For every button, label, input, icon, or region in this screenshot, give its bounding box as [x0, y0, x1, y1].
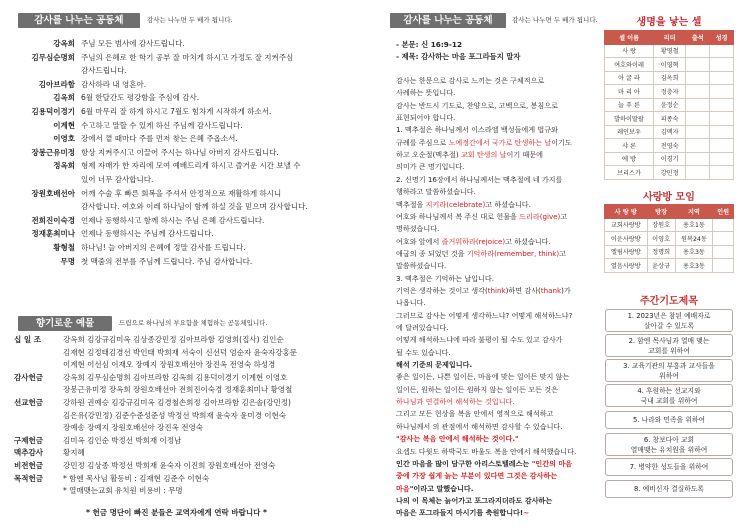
offering-label: 십 일 조 — [14, 335, 41, 344]
table-cell: 용호3동 — [675, 259, 713, 273]
table-cell: 발하이딸팔 — [605, 112, 654, 126]
offering-names: 장예송 장예지 장원호배선아 장진옥 전영숙 — [63, 423, 203, 433]
sermon-text: 하고 오순절(맥추절) — [396, 150, 461, 160]
cell-row — [605, 58, 734, 72]
sermon-line — [396, 396, 515, 408]
gratitude-name: 정재훈최미나 — [31, 229, 75, 239]
sermon-text: 나옵니다. — [396, 298, 426, 308]
sermon-line — [396, 236, 551, 248]
room-row — [605, 232, 734, 246]
sermon-text: 사례하는 뜻입니다. — [396, 88, 456, 98]
sermon-line — [396, 322, 448, 334]
table-cell — [713, 259, 734, 273]
gratitude-text: 감사합니다. 여호와 이레 하나님이 함께 하실 것을 믿으며 감사합니다. — [81, 202, 308, 212]
sermon-line — [396, 149, 543, 161]
sermon-text: 인간 마음을 많이 담구한 아리스토텔레스는 — [396, 458, 532, 468]
room-row — [605, 245, 734, 259]
sermon-text: 고 하셨습니다. — [485, 199, 531, 209]
cell-row — [605, 71, 734, 85]
gratitude-row — [0, 187, 370, 200]
gratitude-name: 전희진이숙경 — [31, 215, 75, 225]
sermon-subtitle: 감사는 나누면 두 배가 됩니다. — [512, 16, 598, 24]
table-cell: 마 리 아 — [605, 85, 654, 99]
sermon-text: 여호와 하나님께서 복 주신 대로 헌물을 — [396, 211, 520, 221]
sermon-text: 규례를 주심으로 — [396, 137, 449, 147]
sermon-line — [396, 161, 464, 173]
prayer-text: 4. 후원하는 선교지와 국내 교회를 위하여 — [637, 386, 701, 405]
table-cell: 에 방 — [605, 152, 654, 166]
cell-row — [605, 44, 734, 58]
offering-names: * 함엔 목사님 활동비 : 김재현 김준수 이현숙 — [63, 473, 210, 483]
sermon-text: think — [487, 285, 506, 295]
table-cell: 용호1동 — [675, 218, 713, 232]
table-cell — [710, 58, 734, 72]
sermon-text: 마음은 포그라들지 마시기를 축원합니다! — [396, 508, 524, 518]
table-cell: 교회사랑방 — [605, 218, 648, 232]
gratitude-text: 형제 자매가 한 자리에 모여 예배드리게 하시고 즐거운 시간 보낼 수 — [81, 161, 301, 171]
cell-row — [605, 139, 734, 153]
table-header-cell: 출석 — [686, 31, 710, 45]
sermon-text: 지키라(celebrate) — [425, 199, 486, 209]
gratitude-row — [0, 51, 370, 64]
sermon-text: 어떻게 해석하느냐에 따라 불평이 될 수도 있고 감사가 — [396, 335, 563, 345]
sermon-line — [396, 495, 552, 507]
offering-names: 강옥희 김강규김미옥 김상종강민정 김아브라함 김영희(집사) 김인순 — [63, 335, 284, 344]
gratitude-header: 감사를 나누는 공동체 — [18, 13, 140, 28]
prayer-text: 7. 병약한 성도들을 위하여 — [629, 463, 709, 471]
gratitude-name: 황형철 — [53, 243, 75, 252]
sermon-line — [396, 285, 571, 297]
table-header-cell: 인원 — [713, 205, 734, 219]
sermon-text: 될 수도 있습니다. — [396, 347, 451, 357]
table-cell: 강민정 — [654, 166, 686, 180]
gratitude-text: 하나님! 늘 아버지의 은혜에 정말 감사를 드립니다. — [81, 243, 246, 252]
prayer-text: 1. 2023년은 참된 예배자로 살아갈 수 있도록 — [627, 311, 711, 330]
offering-names: * 열매맺는교회 유치원 비용비 : 무명 — [63, 486, 183, 496]
table-cell: 정충자 — [654, 85, 686, 99]
sermon-text: 감사는 한문으로 감사로 느끼는 것은 구체적으로 — [396, 76, 545, 85]
sermon-text: 명하셨습니다. — [396, 224, 440, 234]
table-cell: 여호와이레 — [605, 58, 654, 72]
gratitude-row — [0, 214, 370, 227]
table-header-cell: 방장 — [647, 205, 675, 219]
gratitude-text: 장에서 꼍 때마다 주를 먼저 찾는 은혜 주옵소서. — [81, 134, 238, 144]
table-cell — [710, 152, 734, 166]
table-cell: 정명희 — [647, 245, 675, 259]
sermon-text: 행하라고 말씀하셨습니다. — [396, 187, 476, 197]
gratitude-subtitle: 감사는 나누면 두 배가 됩니다. — [147, 16, 233, 24]
prayer-item — [605, 458, 733, 476]
gratitude-row — [0, 91, 370, 104]
table-cell — [710, 71, 734, 85]
sermon-text: 중에 가장 쉽게 늙는 부분이 있다면 그것은 감사하는 — [396, 471, 558, 481]
sermon-line — [396, 334, 563, 346]
gratitude-text: 언제나 동행하시는 주님께 감사드립니다. — [81, 229, 214, 239]
table-cell: 레인보우 — [605, 125, 654, 139]
table-cell: 엘림사랑방 — [605, 245, 648, 259]
table-cell: 윤상규 — [647, 259, 675, 273]
sermon-text: ~ — [523, 508, 530, 518]
sermon-text: 그러므로 감사는 어떻게 생각하느냐? 어떻게 해석하느냐? — [396, 310, 573, 320]
table-cell — [710, 166, 734, 180]
table-cell — [686, 152, 710, 166]
table-cell — [713, 218, 734, 232]
sermon-line — [396, 347, 451, 359]
sermon-line — [396, 223, 439, 235]
offering-names: 강하원 권예승 김강규김미옥 김경철손희정 김아브라함 김은솔(강민정) — [63, 398, 291, 407]
table-cell — [686, 112, 710, 126]
sermon-line — [396, 421, 563, 433]
sermon-text: 애굽의 종 되었던 것을 — [396, 248, 467, 258]
gratitude-text: 주님의 은혜로 한 학기 공부 잘 마치게 하시고 가정도 잘 지켜주심 — [81, 52, 294, 62]
offering-label: 선교헌금 — [14, 398, 43, 407]
prayer-item — [605, 334, 733, 357]
table-cell: 이운사랑방 — [605, 232, 648, 246]
room-row — [605, 218, 734, 232]
gratitude-row — [0, 37, 370, 50]
table-cell — [710, 112, 734, 126]
gratitude-name: 장원호배선아 — [31, 188, 75, 198]
table-cell: 열음사랑방 — [605, 259, 648, 273]
gratitude-row — [0, 173, 370, 186]
table-cell — [686, 166, 710, 180]
table-cell — [686, 85, 710, 99]
sermon-text: 에 달려있습니다. — [396, 323, 449, 332]
sermon-text: 노예정간에서 국가로 탄생하는 날 — [448, 137, 552, 147]
sermon-text: 좋은 일이든, 나쁜 일이든, 마음에 맞는 일이든 맞지 않는 — [396, 372, 570, 382]
sermon-text: 고 하셨습니다. — [505, 236, 551, 246]
sermon-line — [396, 75, 544, 87]
gratitude-name: 이계현 — [53, 120, 75, 130]
gratitude-name: 김아브라함 — [38, 79, 75, 89]
gratitude-row — [0, 227, 370, 240]
sermon-text: thank — [540, 285, 562, 295]
sermon-text: 기억은 생각하는 것이고 생각( — [396, 285, 488, 295]
offering-label: 비전헌금 — [14, 461, 43, 470]
gratitude-text: 수고하고 말할 수 있게 하신 주님께 감사드립니다. — [81, 120, 243, 130]
sermon-line — [396, 297, 426, 309]
sermon-line — [396, 310, 572, 322]
table-cell — [710, 85, 734, 99]
cell-row — [605, 98, 734, 112]
offering-names: 황지혜 — [63, 448, 85, 458]
sermon-text: 나의 이 목체는 늙어가고 포그라지더라도 감사하는 — [396, 495, 553, 505]
table-cell — [686, 98, 710, 112]
table-cell: 피종숙 — [654, 112, 686, 126]
sermon-title: - 제목: 감사하는 마음 포그라듬지 말자 — [396, 52, 521, 61]
sermon-line — [396, 384, 558, 396]
table-header-cell: 셀 이름 — [605, 31, 654, 45]
table-cell — [686, 125, 710, 139]
cell-table — [604, 30, 734, 180]
offering-subtitle: 드림으로 하나님의 부요함을 체험하는 공동체입니다. — [119, 319, 268, 327]
sermon-text: 2. 신명기 16장에서 하나님께서는 맥추절에 네 가지를 — [396, 174, 563, 184]
sermon-text: 즐거워하라(rejoice) — [441, 236, 506, 246]
sermon-text: 교회 탄생의 날 — [460, 150, 507, 160]
gratitude-text: 주님 모든 범사에 감사드립니다. — [81, 39, 185, 48]
sermon-text: 1. 맥추절은 하나님께서 이스라엘 백성들에게 법규와 — [396, 125, 558, 135]
sermon-text: 드리라(give) — [519, 211, 561, 221]
table-cell: 김맥자 — [654, 125, 686, 139]
sermon-text: "인간의 마음 — [531, 458, 573, 468]
prayer-item — [605, 480, 733, 498]
sermon-line — [396, 458, 572, 470]
table-cell — [713, 232, 734, 246]
gratitude-name: 김용덕이경기 — [31, 107, 75, 116]
sermon-line — [396, 87, 455, 99]
cell-title: 생명을 낳는 셀 — [636, 17, 702, 28]
sermon-line — [396, 100, 558, 112]
gratitude-row — [0, 64, 370, 77]
sermon-text: 이기 때문에 — [506, 150, 544, 160]
sermon-line — [396, 371, 569, 383]
sermon-text: 일이든, 원하는 일이든 원하지 않는 일이든 모든 것은 — [396, 384, 558, 394]
gratitude-text: 6월 마무리 잘 하게 하시고 7월도 힘차게 시작하게 하소서. — [81, 107, 272, 116]
gratitude-row — [0, 146, 370, 159]
gratitude-text: 감사하라 내 영혼아. — [81, 79, 147, 89]
offering-label: 구제헌금 — [14, 435, 43, 445]
offering-note: * 헌금 명단이 빠진 분들은 교역자에게 연락 바랍니다 * — [86, 508, 267, 517]
sermon-line — [396, 186, 476, 198]
gratitude-text: 있어 너무 감사합니다. — [81, 175, 154, 184]
sermon-text: 고 — [559, 248, 566, 258]
prayer-item — [605, 359, 733, 382]
table-cell — [686, 139, 710, 153]
prayer-text: 3. 교육기관의 부흥과 교사들을 위하여 — [623, 361, 715, 380]
gratitude-name: 김옥희 — [53, 93, 75, 103]
table-cell: 장원호 — [647, 218, 675, 232]
sermon-line — [396, 124, 558, 136]
cell-row — [605, 112, 734, 126]
sermon-text: 기억하라(remember, think) — [466, 248, 560, 258]
prayer-item — [605, 433, 733, 456]
gratitude-text: 언제나 동행하시고 함께 하시는 주님 은혜 감사드립니다. — [81, 215, 265, 225]
sermon-text: 하나님께서 의 관점에서 해석하면 감사할 수 있습니다. — [396, 421, 563, 431]
sermon-line — [396, 483, 473, 495]
table-cell: 샤 론 — [605, 139, 654, 153]
sermon-text: 요셉도 다윗도 하박국도 바울도 복음 안에서 해석했습니다. — [396, 446, 577, 456]
sermon-line — [396, 433, 519, 445]
table-header-cell: 성경 — [710, 31, 734, 45]
sermon-text: 3. 맥추절은 기억하는 날입니다. — [396, 273, 495, 283]
gratitude-row — [0, 119, 370, 132]
offering-list — [0, 334, 370, 514]
gratitude-row — [0, 200, 370, 213]
sermon-line — [396, 273, 494, 285]
gratitude-name: 김무심순명희 — [31, 52, 75, 62]
sermon-text: 맥추절을 — [396, 199, 426, 209]
sermon-text: 마음 — [396, 483, 410, 493]
sermon-line — [396, 199, 531, 211]
table-cell: 황영철 — [654, 44, 686, 58]
table-cell: 윤정순 — [654, 98, 686, 112]
sermon-text: 의미가 큰 명기입니다. — [396, 162, 465, 172]
sermon-text: 그리고 모든 현상을 복음 안에서 영적으로 해석하고 — [396, 409, 554, 419]
sermon-line — [396, 211, 567, 223]
table-header-cell: 사 랑 방 — [605, 205, 648, 219]
gratitude-text: 첫 맥줌의 전부를 주님께 드립니다. 주님 감사합니다. — [81, 256, 253, 266]
sermon-text: )가 — [561, 285, 571, 295]
table-cell: 용호3동 — [675, 245, 713, 259]
prayer-title: 주간기도제목 — [640, 296, 698, 307]
sermon-text: 표현되어야 합니다. — [396, 113, 456, 123]
table-cell — [710, 44, 734, 58]
table-header-cell: 리더 — [654, 31, 686, 45]
gratitude-row — [0, 159, 370, 172]
sermon-text: 고 — [560, 211, 568, 221]
sermon-line — [396, 174, 562, 186]
sermon-line — [396, 260, 446, 272]
room-row — [605, 259, 734, 273]
table-cell: 원복24동 — [675, 232, 713, 246]
sermon-line — [396, 446, 576, 458]
sermon-text: 하나님과 연결하여 해석하는 것입니다. — [396, 397, 515, 407]
sermon-line — [396, 359, 472, 371]
offering-label: 감사헌금 — [14, 372, 43, 382]
offering-names: 김재현 김정태김경선 박인태 박희재 서숙이 신선덕 엄순자 윤숙자강홍문 — [63, 347, 298, 357]
table-cell: 이영호 — [647, 232, 675, 246]
sermon-text: "이라고 말했습니다. — [409, 483, 474, 493]
table-cell: 이영혁 — [654, 58, 686, 72]
table-cell — [713, 245, 734, 259]
gratitude-name: 무명 — [60, 256, 75, 266]
table-cell: 아 굴 라 — [605, 71, 654, 85]
sermon-line — [396, 112, 455, 124]
cell-row — [605, 85, 734, 99]
gratitude-text: 항상 지켜주시고 이끌어 주시는 하나님 아버지 감사드립니다. — [81, 147, 279, 157]
gratitude-name: 이영호 — [53, 134, 75, 144]
offering-names: 강옥희 김무심순명희 김아브라함 김옥희 김용덕이경기 이계현 이영호 — [63, 372, 288, 382]
table-cell — [686, 71, 710, 85]
cell-row — [605, 152, 734, 166]
offering-label: 목적헌금 — [14, 473, 43, 483]
gratitude-name: 장봉근유미정 — [31, 147, 75, 157]
sermon-line — [396, 137, 572, 149]
offering-names: 강민정 김상종 박정선 박희재 윤숙자 이진희 장원호배선아 전영숙 — [63, 461, 276, 470]
prayer-item — [605, 309, 733, 332]
table-cell: 늘 푸 른 — [605, 98, 654, 112]
sermon-line — [396, 408, 553, 420]
sermon-text: 여호와 앞에서 — [396, 236, 442, 246]
table-cell — [710, 125, 734, 139]
sermon-text: 감사는 반드시 기도로, 찬양으로, 고백으로, 봉침으로 — [396, 100, 558, 110]
table-cell: 사 랑 — [605, 44, 654, 58]
prayer-text: 6. 창보다아 교회 열매맺는 유치원을 위하여 — [630, 435, 708, 454]
offering-header: 향기로운 예물 — [18, 316, 112, 331]
gratitude-name: 강옥희 — [53, 39, 75, 48]
table-cell: 이경기 — [654, 152, 686, 166]
sermon-text: 이기도 — [551, 137, 572, 147]
offering-names: 이계현 이선심 이재오 장예지 장원호배선아 장진옥 전영숙 하성경 — [63, 360, 276, 370]
sermon-text: )하면 감사( — [505, 285, 541, 295]
sermon-text: 해석 기준의 문제입니다. — [396, 360, 473, 370]
table-cell: 브리스가 — [605, 166, 654, 180]
offering-names: 장봉근유미정 장옥희 장원호배선아 전희진이숙경 정재훈최미나 황영철 — [63, 385, 293, 395]
table-cell: 김옥희 — [654, 71, 686, 85]
gratitude-text: 어깨 수술 후 빠른 회복을 주셔서 안정적으로 재활하게 하시니 — [81, 188, 282, 198]
gratitude-row — [0, 132, 370, 145]
offering-label: 맥추감사 — [14, 448, 43, 458]
prayer-text: 8. 예비신자 결실하도록 — [634, 485, 704, 493]
gratitude-name: 정옥희 — [53, 161, 75, 171]
table-header-cell: 지역 — [675, 205, 713, 219]
sermon-line — [396, 507, 529, 519]
room-title: 사랑방 모임 — [643, 192, 695, 203]
cell-row — [605, 166, 734, 180]
table-cell — [686, 58, 710, 72]
sermon-text: "감사는 복음 안에서 해석하는 것이다." — [396, 434, 519, 444]
cell-row — [605, 125, 734, 139]
prayer-text: 2. 함엔 목사님과 열매 맺는 교회를 위하여 — [628, 336, 710, 355]
prayer-item — [605, 384, 733, 407]
table-cell — [686, 44, 710, 58]
sermon-text: 말씀하셨습니다. — [396, 261, 447, 271]
room-table — [604, 204, 734, 273]
prayer-item — [605, 411, 733, 429]
prayer-text: 5. 나라와 민족을 위하여 — [632, 416, 706, 424]
sermon-scripture: - 본문: 신 16:9-12 — [396, 40, 463, 49]
gratitude-text: 감사드립니다. — [81, 66, 127, 76]
table-cell — [710, 98, 734, 112]
sermon-header: 감사를 나누는 공동체 — [390, 13, 506, 28]
sermon-line — [396, 470, 557, 482]
gratitude-list — [0, 37, 370, 267]
gratitude-row — [0, 78, 370, 91]
gratitude-row — [0, 255, 370, 268]
sermon-line — [396, 248, 566, 260]
gratitude-row — [0, 105, 370, 118]
table-cell — [710, 139, 734, 153]
gratitude-row — [0, 241, 370, 254]
offering-names: 김은유(강민정) 김준수준성준성 박정선 박희재 윤숙자 윤미경 이현숙 — [63, 410, 287, 420]
table-cell: 전영숙 — [654, 139, 686, 153]
gratitude-text: 6월 한달간도 평강함을 주심에 감사. — [81, 93, 200, 103]
offering-names: 김미옥 김인순 박정선 박희재 이정남 — [63, 435, 182, 445]
